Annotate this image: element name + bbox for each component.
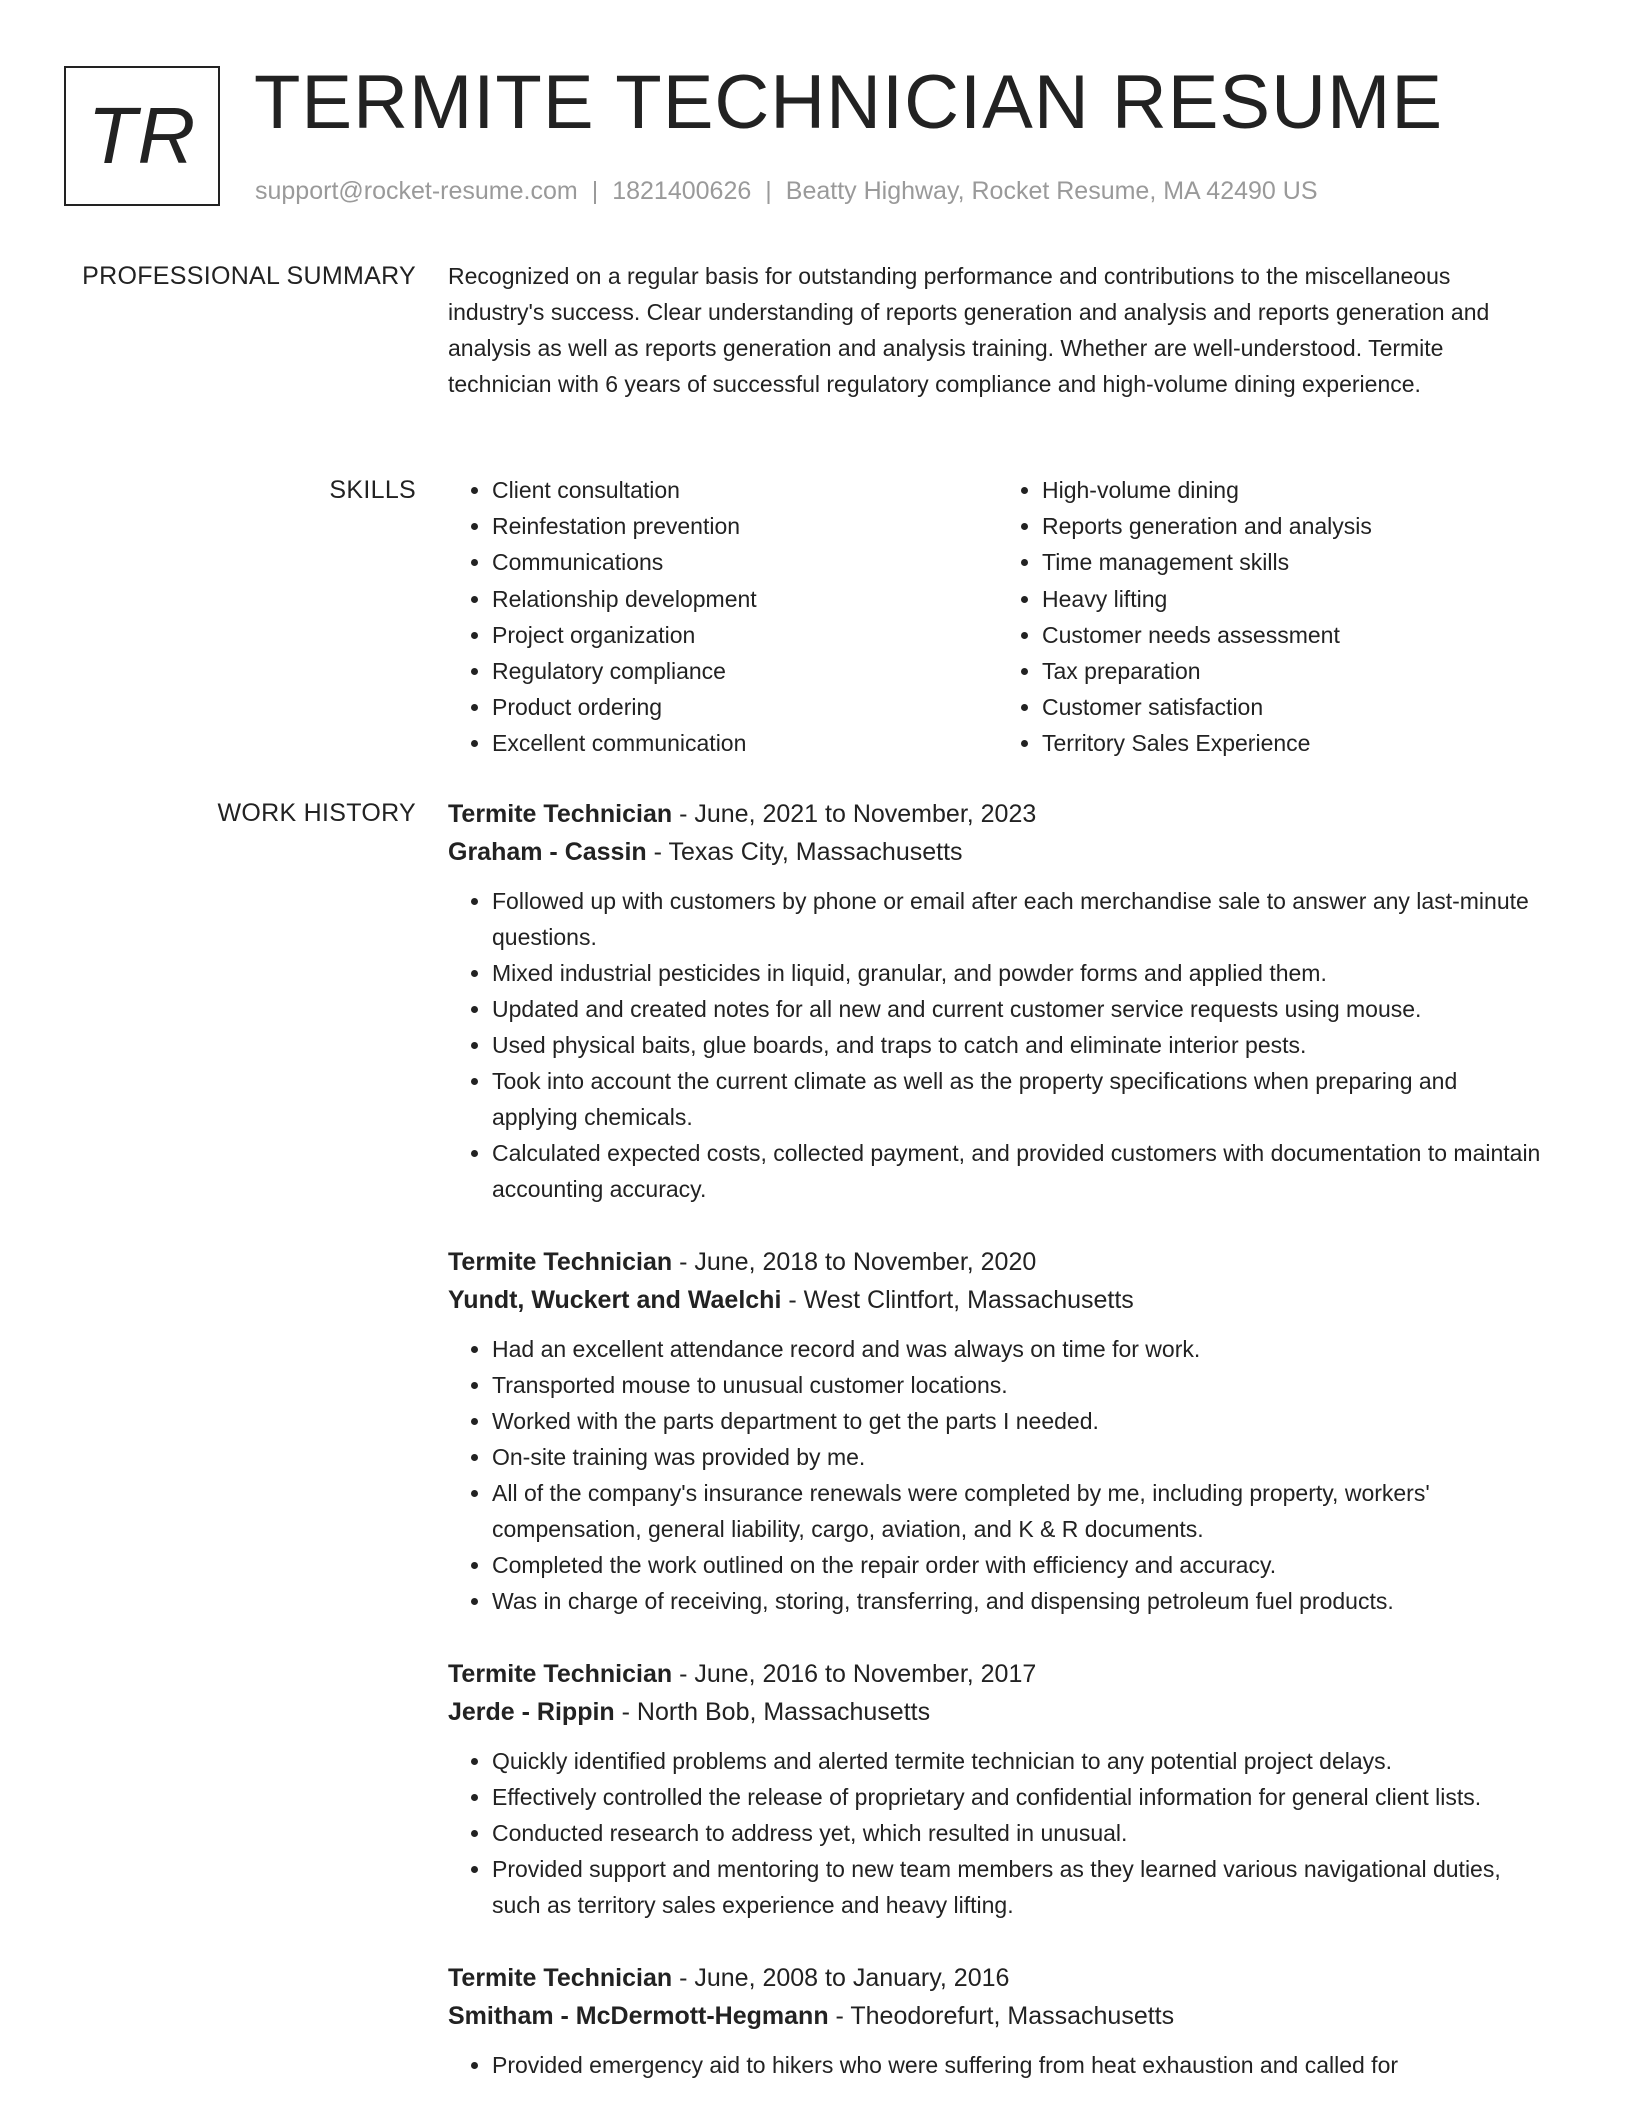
skill-item: • Customer satisfaction — [1042, 689, 1372, 725]
job-location: North Bob, Massachusetts — [636, 1698, 931, 1726]
monogram-initials: TR — [87, 91, 197, 180]
job-company-line: Yundt, Wuckert and Waelchi - West Clintfort, Massachusetts — [448, 1286, 1134, 1314]
skill-item: • Excellent communication — [492, 725, 757, 761]
job-duty: • Provided emergency aid to hikers who were suffering from heat exhaustion and called for — [492, 2047, 1548, 2083]
monogram-box — [64, 66, 220, 206]
contact-phone[interactable]: 1821400626 — [612, 177, 752, 205]
resume-title: TERMITE TECHNICIAN RESUME — [254, 60, 1444, 145]
skill-item: • Regulatory compliance — [492, 653, 757, 689]
job-dates: June, 2008 to January, 2016 — [694, 1964, 1010, 1992]
job-dates: June, 2018 to November, 2020 — [694, 1248, 1037, 1276]
contact-separator: | — [765, 177, 772, 205]
job-company-line: Graham - Cassin - Texas City, Massachusetts — [448, 838, 963, 866]
job-location: Texas City, Massachusetts — [668, 838, 963, 866]
skill-item: • Customer needs assessment — [1042, 617, 1372, 653]
skill-item: • High-volume dining — [1042, 472, 1372, 508]
skills-heading: SKILLS — [329, 476, 416, 504]
skills-body — [448, 472, 1548, 772]
job-company-line: Jerde - Rippin - North Bob, Massachusetts — [448, 1698, 931, 1726]
skill-item: • Territory Sales Experience — [1042, 725, 1372, 761]
job-duty: • Took into account the current climate as well as the property specifications when preparing and applying chemicals. — [492, 1063, 1548, 1135]
job-company: Yundt, Wuckert and Waelchi — [448, 1286, 782, 1314]
job-duty: • Provided support and mentoring to new team members as they learned various navigational duties, such as territory sales experience and heavy lifting. — [492, 1851, 1548, 1923]
job-title-line: Termite Technician - June, 2018 to November, 2020 — [448, 1248, 1037, 1276]
skill-item: • Heavy lifting — [1042, 581, 1372, 617]
job-dates: June, 2021 to November, 2023 — [694, 800, 1037, 828]
job-duty: • Had an excellent attendance record and was always on time for work. — [492, 1331, 1548, 1367]
job-dates: June, 2016 to November, 2017 — [694, 1660, 1037, 1688]
job-entry — [448, 1959, 1548, 2083]
contact-email[interactable]: support@rocket-resume.com — [255, 177, 578, 205]
summary-text: Recognized on a regular basis for outstanding performance and contributions to the miscellaneous industry's success. Clear understanding of reports generation and analysis and reports generation and analysis as well as reports generation and analysis training. Whether are well-understood. Termite technician with 6 years of successful regulatory compliance and high-volume dining experience. — [448, 263, 1490, 397]
job-duty: • Mixed industrial pesticides in liquid, granular, and powder forms and applied them. — [492, 955, 1548, 991]
skills-list-left — [448, 472, 757, 762]
job-duty: • Conducted research to address yet, which resulted in unusual. — [492, 1815, 1548, 1851]
job-location: West Clintfort, Massachusetts — [803, 1286, 1134, 1314]
job-title-line: Termite Technician - June, 2016 to November, 2017 — [448, 1660, 1037, 1688]
job-duties-list — [448, 883, 1548, 1207]
job-title: Termite Technician — [448, 1248, 673, 1276]
job-company: Jerde - Rippin — [448, 1698, 615, 1726]
job-title: Termite Technician — [448, 1660, 673, 1688]
skill-item: • Client consultation — [492, 472, 757, 508]
job-duty: • Worked with the parts department to get the parts I needed. — [492, 1403, 1548, 1439]
job-title-line: Termite Technician - June, 2008 to January, 2016 — [448, 1964, 1010, 1992]
job-duty: • Completed the work outlined on the repair order with efficiency and accuracy. — [492, 1547, 1548, 1583]
job-location: Theodorefurt, Massachusetts — [850, 2002, 1175, 2030]
skill-item: • Relationship development — [492, 581, 757, 617]
contact-separator: | — [591, 177, 599, 205]
job-entry — [448, 1655, 1548, 1923]
job-company-line: Smitham - McDermott-Hegmann - Theodorefurt, Massachusetts — [448, 2002, 1175, 2030]
job-duties-list — [448, 1331, 1548, 1619]
job-duty: • Calculated expected costs, collected payment, and provided customers with documentation to maintain accounting accuracy. — [492, 1135, 1548, 1207]
job-duty: • Used physical baits, glue boards, and traps to catch and eliminate interior pests. — [492, 1027, 1548, 1063]
job-duties-list — [448, 2047, 1548, 2083]
contact-address: Beatty Highway, Rocket Resume, MA 42490 US — [785, 177, 1318, 205]
job-title-line: Termite Technician - June, 2021 to November, 2023 — [448, 800, 1037, 828]
job-duty: • Followed up with customers by phone or email after each merchandise sale to answer any last-minute questions. — [492, 883, 1548, 955]
job-duty: • Effectively controlled the release of proprietary and confidential information for general client lists. — [492, 1779, 1548, 1815]
job-duty: • Updated and created notes for all new and current customer service requests using mouse. — [492, 991, 1548, 1027]
job-company: Smitham - McDermott-Hegmann — [448, 2002, 829, 2030]
job-duty: • Transported mouse to unusual customer locations. — [492, 1367, 1548, 1403]
job-entry — [448, 1243, 1548, 1619]
skill-item: • Reinfestation prevention — [492, 508, 757, 544]
job-duty: • On-site training was provided by me. — [492, 1439, 1548, 1475]
skill-item: • Product ordering — [492, 689, 757, 725]
summary-body — [448, 258, 1548, 402]
contact-line — [255, 176, 1318, 206]
work-history-heading: WORK HISTORY — [217, 799, 416, 827]
job-company: Graham - Cassin — [448, 838, 647, 866]
skills-list-right — [998, 472, 1372, 762]
job-duty: • Quickly identified problems and alerted termite technician to any potential project delays. — [492, 1743, 1548, 1779]
work-history-body — [448, 795, 1548, 2083]
skill-item: • Project organization — [492, 617, 757, 653]
skill-item: • Tax preparation — [1042, 653, 1372, 689]
skill-item: • Time management skills — [1042, 544, 1372, 580]
skill-item: • Reports generation and analysis — [1042, 508, 1372, 544]
skill-item: • Communications — [492, 544, 757, 580]
job-entry — [448, 795, 1548, 1207]
job-duty: • Was in charge of receiving, storing, transferring, and dispensing petroleum fuel products. — [492, 1583, 1548, 1619]
summary-heading: PROFESSIONAL SUMMARY — [82, 262, 416, 290]
job-title: Termite Technician — [448, 1964, 673, 1992]
job-title: Termite Technician — [448, 800, 673, 828]
job-duty: • All of the company's insurance renewals were completed by me, including property, workers' compensation, general liability, cargo, aviation, and K & R documents. — [492, 1475, 1548, 1547]
job-duties-list — [448, 1743, 1548, 1923]
